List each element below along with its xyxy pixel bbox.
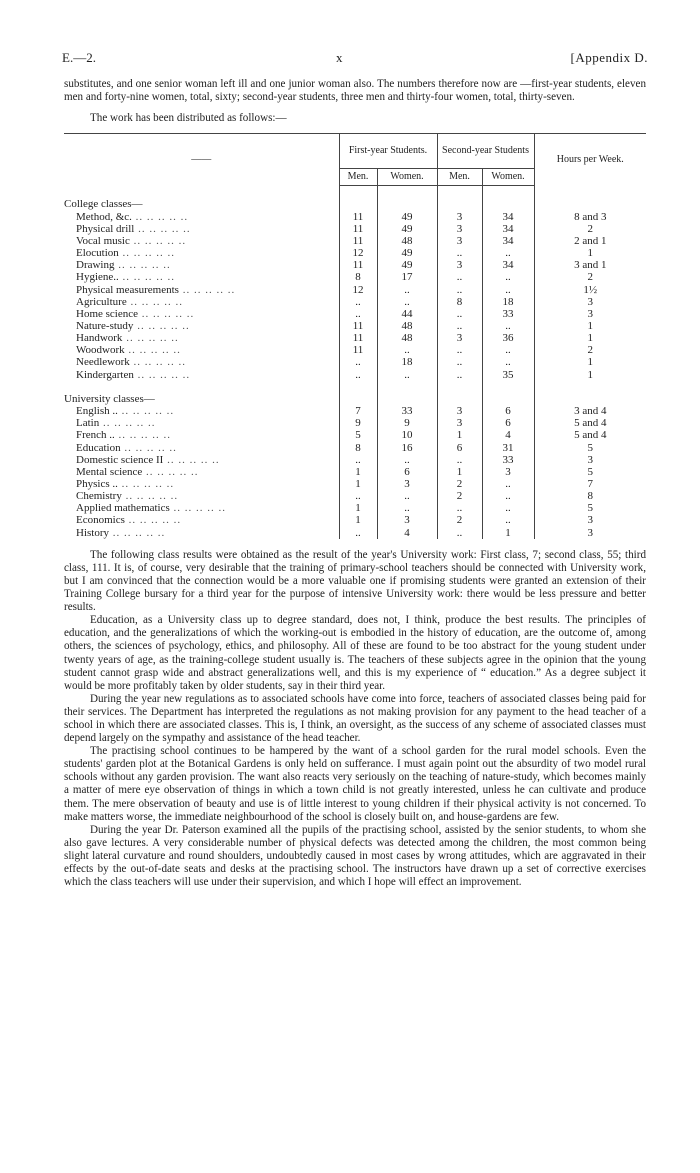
subject-name: Woodwork .. .. .. .. .. [76,344,181,357]
subject-name: Needlework .. .. .. .. .. [76,356,187,369]
second-year-women-cell: 4 [482,429,534,441]
paragraph-education: Education, as a University class up to degree standard, does not, I think, produce the best results. The principles of education, and the generalizations of which the working-out is embodied in the history of education, are the outcome of, among others, the sciences of psychology, ethics, and philosophy. All of these are found to be too abstract for the young student under twenty years of age, as the training-college student usually is. The teachers of these subjects agree in the opinion that the young student cannot grasp wide and abstract generalizations well, and this is my experience of “ education.” As a degree subject it would be more profitably taken by older students, say in their third year. [64,614,646,692]
second-year-header: Second-year Students [437,134,534,169]
subject-name: Physical drill .. .. .. .. .. [76,222,191,235]
second-year-women-cell: .. [482,284,534,296]
second-year-men-cell: 3 [437,405,482,417]
hours-cell: 8 [534,490,646,502]
first-year-men-cell: 11 [339,320,377,332]
second-year-women-cell: .. [482,514,534,526]
first-year-women-cell: 49 [377,211,437,223]
table-row [64,259,646,271]
college-classes-heading [64,198,646,210]
first-year-men-cell: .. [339,308,377,320]
hours-cell: 1 [534,356,646,368]
first-year-men-cell: 11 [339,344,377,356]
table-row [64,332,646,344]
first-year-women-cell: 49 [377,247,437,259]
second-year-men-cell: .. [437,369,482,381]
class-distribution-table [64,133,646,539]
table-row [64,478,646,490]
first-year-men-cell: 1 [339,514,377,526]
subject-name: French .. .. .. .. .. .. [76,429,172,442]
first-year-men-cell: 11 [339,235,377,247]
document-page [64,50,646,889]
second-year-women-cell: 18 [482,296,534,308]
first-year-men-cell: 1 [339,502,377,514]
university-classes-heading-label: University classes— [64,392,155,405]
table-row [64,308,646,320]
hours-cell: 8 and 3 [534,211,646,223]
first-year-women-cell: 4 [377,527,437,539]
second-year-men-cell: 1 [437,466,482,478]
subject-name: Physics .. .. .. .. .. .. [76,478,175,490]
second-year-women-cell: 34 [482,235,534,247]
second-year-men-cell: 3 [437,259,482,271]
first-year-men-cell: 11 [339,223,377,235]
subject-name: Chemistry .. .. .. .. .. [76,490,179,503]
hours-cell: 1 [534,247,646,259]
subject-name: Kindergarten .. .. .. .. .. [76,368,191,381]
hours-cell: 3 [534,296,646,308]
page-number: x [336,50,343,65]
first-year-women-cell: .. [377,490,437,502]
second-year-women-cell: .. [482,356,534,368]
second-year-men-cell: .. [437,247,482,259]
body-text [64,549,646,889]
hours-cell: 5 [534,466,646,478]
first-year-women-cell: .. [377,344,437,356]
second-year-women-cell: .. [482,502,534,514]
second-year-women-cell: 1 [482,527,534,539]
first-year-women-cell: 3 [377,514,437,526]
hours-cell: 5 [534,442,646,454]
table-row [64,356,646,368]
paragraph-practising-school: The practising school continues to be hampered by the want of a school garden for the rural model schools. Even the students' garden plot at the Botanical Gardens is only held on sufferance. I must again point out the absurdity of two model rural schools without any garden provision. The want also reacts very seriously on the teaching of nature-study, which becomes mainly a matter of mere eye observation of things in which a town child is not greatly interested, unless he can cultivate and produce them. The mere observation of beauty and use is of little interest to young children if their physical activity is not concerned. To make matters worse, the immediate neighbourhood of the school is closely built on, and house-gardens are few. [64,745,646,823]
table-row [64,490,646,502]
hours-cell: 3 [534,454,646,466]
first-year-women-cell: 18 [377,356,437,368]
first-year-men-cell: .. [339,369,377,381]
first-year-women-cell: .. [377,284,437,296]
second-year-women-cell: 33 [482,454,534,466]
paragraph-physical-defects: During the year Dr. Paterson examined all the pupils of the practising school, assisted by the senior students, to whom she also gave lectures. A very considerable number of physical defects was detected among the children, the most common being slight lateral curvature and round shoulders, undoubtedly caused in most cases by wrong attitudes, which are aggravated in their effects by the out-of-date seats and desks at the practising school. The instructors have drawn up a set of corrective exercises which the class teachers will use under their supervision, and which I hope will effect an improvement. [64,823,646,889]
subject-name: Education .. .. .. .. .. [76,441,177,454]
hours-cell: 1 [534,320,646,332]
table-row [64,296,646,308]
second-year-women-cell: .. [482,478,534,490]
hours-cell: 1½ [534,284,646,296]
second-year-men-cell: .. [437,308,482,320]
second-year-women-cell: 3 [482,466,534,478]
hours-cell: 2 [534,223,646,235]
second-year-men-cell: 6 [437,442,482,454]
document-code: E.—2. [62,50,96,65]
second-year-women-cell: 34 [482,223,534,235]
second-year-women-cell: 36 [482,332,534,344]
hours-cell: 1 [534,332,646,344]
hours-header: Hours per Week. [534,134,646,186]
second-year-men-cell: .. [437,454,482,466]
second-year-men-cell: 2 [437,490,482,502]
hours-cell: 3 [534,514,646,526]
subject-name: Handwork .. .. .. .. .. [76,332,179,345]
first-year-women-cell: 44 [377,308,437,320]
second-year-men-cell: 2 [437,478,482,490]
hours-cell: 2 and 1 [534,235,646,247]
hours-cell: 5 [534,502,646,514]
table-row [64,223,646,235]
hours-cell: 2 [534,344,646,356]
appendix-label: [Appendix D. [570,50,648,65]
hours-cell: 2 [534,271,646,283]
second-year-men-header: Men. [437,169,482,186]
first-year-men-cell: 7 [339,405,377,417]
table-spacer [64,381,646,393]
second-year-men-cell: .. [437,271,482,283]
first-year-women-cell: 49 [377,223,437,235]
second-year-women-cell: .. [482,490,534,502]
first-year-men-cell: 8 [339,271,377,283]
first-year-men-cell: 5 [339,429,377,441]
first-year-men-cell: 11 [339,259,377,271]
first-year-women-cell: 49 [377,259,437,271]
subject-name: Mental science .. .. .. .. .. [76,465,199,478]
first-year-women-cell: 10 [377,429,437,441]
table-row [64,405,646,417]
second-year-men-cell: .. [437,284,482,296]
table-lead: The work has been distributed as follows:— [90,112,287,125]
page-header [64,50,646,72]
second-year-women-cell: 31 [482,442,534,454]
second-year-men-cell: 3 [437,211,482,223]
first-year-men-header: Men. [339,169,377,186]
first-year-women-cell: 6 [377,466,437,478]
second-year-women-cell: .. [482,320,534,332]
first-year-women-cell: .. [377,369,437,381]
table-row [64,247,646,259]
second-year-women-cell: .. [482,247,534,259]
hours-cell: 5 and 4 [534,417,646,429]
first-year-women-cell: 33 [377,405,437,417]
hours-cell: 5 and 4 [534,429,646,441]
first-year-men-cell: .. [339,356,377,368]
second-year-women-cell: 35 [482,369,534,381]
first-year-men-cell: .. [339,527,377,539]
second-year-women-cell: 34 [482,259,534,271]
subject-name: Agriculture .. .. .. .. .. [76,295,183,308]
first-year-women-cell: 48 [377,235,437,247]
second-year-men-cell: 2 [437,514,482,526]
second-year-women-cell: 34 [482,211,534,223]
second-year-men-cell: 3 [437,223,482,235]
second-year-men-cell: .. [437,320,482,332]
hours-cell: 3 and 4 [534,405,646,417]
intro-paragraph: substitutes, and one senior woman left ill and one junior woman also. The numbers therefore now are —first-year students, eleven men and forty-nine women, total, sixty; second-year students, three men and thirty-four women, total, thirty-seven. [64,78,646,104]
hours-cell: 3 [534,527,646,539]
subject-name: Home science .. .. .. .. .. [76,307,195,320]
table-row [64,502,646,514]
second-year-men-cell: 8 [437,296,482,308]
table-row [64,369,646,381]
first-year-men-cell: 11 [339,211,377,223]
hours-cell: 1 [534,369,646,381]
subject-name: English .. .. .. .. .. .. [76,405,175,418]
first-year-men-cell: 1 [339,478,377,490]
table-row [64,466,646,478]
first-year-women-cell: 9 [377,417,437,429]
table-row [64,527,646,539]
table-row [64,429,646,441]
first-year-women-cell: 17 [377,271,437,283]
hours-cell: 7 [534,478,646,490]
first-year-women-cell: 48 [377,332,437,344]
first-year-women-cell: .. [377,454,437,466]
second-year-men-cell: .. [437,502,482,514]
table-row [64,320,646,332]
subject-name: Vocal music .. .. .. .. .. [76,234,187,247]
first-year-men-cell: 1 [339,466,377,478]
table-row [64,235,646,247]
second-year-women-header: Women. [482,169,534,186]
second-year-men-cell: 1 [437,429,482,441]
subject-name: Latin .. .. .. .. .. [76,417,156,430]
second-year-men-cell: 3 [437,417,482,429]
first-year-men-cell: 12 [339,247,377,259]
first-year-men-cell: .. [339,296,377,308]
paragraph-results: The following class results were obtained as the result of the year's University work: First class, 7; second class, 55; third class, 111. It is, of course, very desirable that the training of primary-school teachers should be connected with University work, but I am convinced that the connection would be a more valuable one if promising students were granted an extension of their Training College bursary for a third year for the purpose of intensive University work: there would be less pressure and better results. [64,548,646,614]
second-year-men-cell: .. [437,344,482,356]
second-year-women-cell: .. [482,344,534,356]
subject-name: Physical measurements .. .. .. .. .. [76,283,236,296]
table-row [64,454,646,466]
first-year-women-cell: 16 [377,442,437,454]
first-year-women-header: Women. [377,169,437,186]
first-year-men-cell: 8 [339,442,377,454]
university-classes-heading [64,393,646,405]
first-year-men-cell: 9 [339,417,377,429]
table-row [64,211,646,223]
college-classes-heading-label: College classes— [64,198,143,211]
first-year-men-cell: .. [339,454,377,466]
second-year-women-cell: 6 [482,417,534,429]
subject-header: —— [64,134,339,186]
subject-name: Method, &c. .. .. .. .. .. [76,210,189,223]
subject-name: Applied mathematics .. .. .. .. .. [76,502,227,515]
table-row [64,417,646,429]
first-year-header: First-year Students. [339,134,437,169]
first-year-women-cell: 48 [377,320,437,332]
subject-name: Elocution .. .. .. .. .. [76,247,176,260]
hours-cell: 3 [534,308,646,320]
first-year-women-cell: 3 [377,478,437,490]
subject-name: Drawing .. .. .. .. .. [76,259,171,272]
hours-cell: 3 and 1 [534,259,646,271]
first-year-men-cell: 12 [339,284,377,296]
first-year-women-cell: .. [377,502,437,514]
second-year-men-cell: .. [437,356,482,368]
table-row [64,514,646,526]
subject-name: Domestic science II .. .. .. .. .. [76,453,220,466]
table-row [64,442,646,454]
second-year-men-cell: 3 [437,332,482,344]
second-year-men-cell: .. [437,527,482,539]
first-year-men-cell: 11 [339,332,377,344]
table-spacer [64,186,646,199]
first-year-women-cell: .. [377,296,437,308]
second-year-women-cell: 6 [482,405,534,417]
paragraph-regulations: During the year new regulations as to associated schools have come into force, teachers of associated classes being paid for their services. The Department has interpreted the regulations as not making provision for any payment to the head teacher of a school in which there are associated classes. This is, I think, an oversight, as the success of any scheme of associated classes must depend largely on the sympathy and assistance of the head teacher. [64,692,646,745]
subject-name: History .. .. .. .. .. [76,526,166,539]
second-year-women-cell: .. [482,271,534,283]
table-row [64,271,646,283]
second-year-men-cell: 3 [437,235,482,247]
subject-name: Economics .. .. .. .. .. [76,514,182,527]
second-year-women-cell: 33 [482,308,534,320]
first-year-men-cell: .. [339,490,377,502]
subject-name: Nature-study .. .. .. .. .. [76,319,190,332]
table-row [64,284,646,296]
table-row [64,344,646,356]
subject-name: Hygiene.. .. .. .. .. .. [76,271,176,284]
table-body [64,186,646,539]
